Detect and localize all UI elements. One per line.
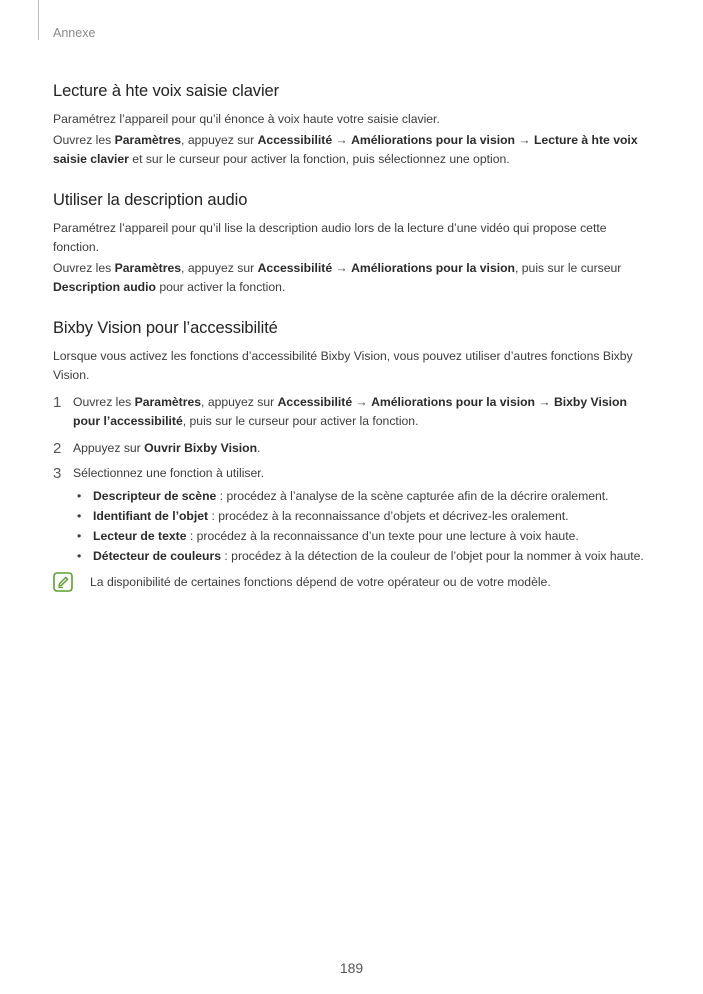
paragraph: Paramétrez l’appareil pour qu’il énonce à voix haute votre saisie clavier.	[53, 112, 440, 126]
bullet: •	[77, 489, 82, 503]
paragraph: Lorsque vous activez les fonctions d’accessibilité Bixby Vision, vous pouvez utiliser d’autres fonctions Bixby Vision.	[53, 349, 633, 382]
running-header: Annexe	[53, 26, 96, 40]
menu-path-term: Accessibilité	[257, 261, 333, 275]
step-text: Appuyez sur Ouvrir Bixby Vision.	[73, 441, 261, 455]
paragraph: Ouvrez les Paramètres, appuyez sur Accessibilité → Améliorations pour la vision, puis sur le curseur Description audio pour activer la fonction.	[53, 261, 622, 294]
step-number: 2	[53, 440, 62, 457]
step-number: 1	[53, 394, 62, 411]
menu-path-term: Accessibilité	[257, 133, 333, 147]
function-name: Descripteur de scène	[93, 489, 217, 503]
note-text: La disponibilité de certaines fonctions dépend de votre opérateur ou de votre modèle.	[90, 575, 551, 589]
menu-path-term: Paramètres	[114, 133, 182, 147]
bullet: •	[77, 509, 82, 523]
section-title: Lecture à hte voix saisie clavier	[53, 82, 279, 100]
menu-path-term: Améliorations pour la vision	[351, 133, 515, 147]
section-read-keyboard-input	[53, 82, 653, 169]
menu-path-term: Bixby Vision pour l’accessibilité	[73, 395, 627, 428]
list-item: • Descripteur de scène : procédez à l’analyse de la scène capturée afin de la décrire oralement.	[73, 486, 653, 506]
bullet: •	[77, 549, 82, 563]
menu-path-term: Paramètres	[134, 395, 202, 409]
menu-path-term: Paramètres	[114, 261, 182, 275]
step-text: Ouvrez les Paramètres, appuyez sur Accessibilité → Améliorations pour la vision → Bixby Vision pour l’accessibilité, puis sur le curseur pour activer la fonction.	[73, 395, 627, 428]
list-item: • Identifiant de l’objet : procédez à la reconnaissance d’objets et décrivez-les oralement.	[73, 506, 653, 526]
bullet: •	[77, 529, 82, 543]
menu-path-term: Lecture à hte voix saisie clavier	[53, 133, 638, 166]
paragraph: Ouvrez les Paramètres, appuyez sur Accessibilité → Améliorations pour la vision → Lecture à hte voix saisie clavier et sur le curseur pour activer la fonction, puis sélectionnez une option.	[53, 133, 638, 166]
function-list	[73, 486, 653, 566]
step-number: 3	[53, 465, 62, 482]
list-item: • Lecteur de texte : procédez à la reconnaissance d’un texte pour une lecture à voix haute.	[73, 526, 653, 546]
availability-note	[53, 572, 653, 592]
section-audio-description	[53, 191, 653, 297]
function-name: Détecteur de couleurs	[93, 549, 222, 563]
menu-path-term: Description audio	[53, 280, 156, 294]
step-3	[53, 464, 653, 483]
step-2	[53, 439, 653, 458]
function-name: Lecteur de texte	[93, 529, 187, 543]
section-title: Utiliser la description audio	[53, 191, 248, 209]
menu-path-term: Améliorations pour la vision	[371, 395, 535, 409]
header-divider	[38, 0, 39, 40]
step-1	[53, 393, 653, 431]
list-item: • Détecteur de couleurs : procédez à la détection de la couleur de l’objet pour la nommer à voix haute.	[73, 546, 653, 566]
menu-path-term: Améliorations pour la vision	[351, 261, 515, 275]
step-text: Sélectionnez une fonction à utiliser.	[73, 466, 265, 480]
page-number: 189	[339, 960, 364, 976]
pencil-note-icon	[53, 572, 73, 592]
paragraph: Paramétrez l’appareil pour qu’il lise la description audio lors de la lecture d’une vidéo qui propose cette fonction.	[53, 221, 607, 254]
page-content	[53, 82, 653, 614]
section-title: Bixby Vision pour l’accessibilité	[53, 319, 278, 337]
menu-path-term: Ouvrir Bixby Vision	[144, 441, 258, 455]
function-name: Identifiant de l’objet	[93, 509, 209, 523]
section-bixby-vision	[53, 319, 653, 592]
menu-path-term: Accessibilité	[277, 395, 353, 409]
